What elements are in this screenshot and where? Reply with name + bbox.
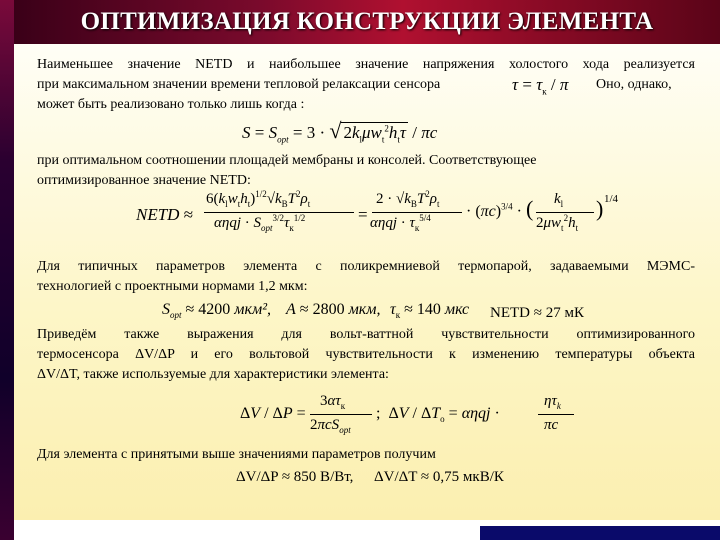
p2-line1: при оптимальном соотношении площадей мембраны и консолей. Соответствующее <box>37 153 537 168</box>
param-s-unit: мкм², <box>234 301 271 318</box>
footer <box>14 520 720 540</box>
param-a-unit: мкм, <box>348 301 381 318</box>
param-s-value: 4200 <box>198 301 231 318</box>
formula-dvdt-den: πc <box>544 417 559 433</box>
param-a: A ≈ 2800 мкм, <box>286 301 381 318</box>
p1-line2a: при максимальном значении времени тепловой релаксации сенсора <box>37 77 441 92</box>
footer-navy-bar <box>480 526 720 540</box>
p1-line3: может быть реализовано только лишь когда : <box>37 97 305 112</box>
p3-line1: Для типичных параметров элемента с поликремниевой термопарой, задаваемыми МЭМС- <box>37 259 695 274</box>
formula-eq: = <box>358 205 368 224</box>
formula-netd-pic: · $(\pi c)^{3/4}$ · <box>466 201 522 220</box>
formula-netd-lhs: NETD ≈ <box>136 205 194 224</box>
formula-dvdp-den: 2πcS$_{opt}$ <box>310 417 351 435</box>
slide-title: ОПТИМИЗАЦИЯ КОНСТРУКЦИИ ЭЛЕМЕНТА <box>80 8 654 35</box>
p2-line2: оптимизированное значение NETD: <box>37 173 251 188</box>
p5-line1: Для элемента с принятыми выше значениями параметров получим <box>37 447 436 462</box>
formula-netd-den3: $2\mu w_t^2h_t$ <box>536 213 579 233</box>
param-tau-unit: мкс <box>444 301 470 318</box>
formula-netd-paren: ( <box>526 196 534 221</box>
title-bar <box>14 0 720 44</box>
left-decor-strip <box>0 0 14 540</box>
formula-dvdp-num: $3\alpha\tau_к$ <box>320 393 346 411</box>
param-s: $S_{opt} \approx 4200$ мкм², <box>162 301 271 321</box>
formula-netd-paren2: ) <box>596 196 604 221</box>
p3-line2: технологией с проектными нормами 1,2 мкм: <box>37 279 308 294</box>
fraction-bar-5 <box>538 414 574 415</box>
param-tau: $\tau_к \approx 140$ мкс <box>390 301 470 321</box>
param-a-value: 2800 <box>312 301 345 318</box>
formula-netd-num3: $k_l$ <box>554 191 564 209</box>
formula-dvdt-num: $\eta\tau_k$ <box>544 393 561 411</box>
formula-dvdt-lhs: ; $\Delta V / \Delta T_о = \alpha\eta qj$ · <box>376 405 500 425</box>
formula-netd-den1: $\alpha\eta qj \cdot S_{opt}^{3/2}\tau_к^{1/2}$ <box>214 213 306 233</box>
formula-netd-num2: $2 \cdot √k_BT^2\rho_t$ <box>376 189 440 209</box>
p4-line1: Приведём также выражения для вольт-ваттной чувствительности оптимизированного <box>37 327 695 342</box>
p1-line2b: Оно, однако, <box>596 77 672 92</box>
param-netd: NETD ≈ 27 мК <box>490 305 584 321</box>
formula-netd-num1: $6(k_lw_th_t)^{1/2}√k_BT^2\rho_t$ <box>206 189 311 209</box>
fraction-bar-4 <box>310 414 372 415</box>
param-tau-value: 140 <box>416 301 441 318</box>
formula-s-opt: $S = S_{opt} = 3$ · √ $2k_l\mu w_t^2h_t\tau$ / πc <box>242 118 438 145</box>
p4-line2: термосенсора ΔV/ΔP и его вольтовой чувствительности к изменению температуры объекта <box>37 347 695 362</box>
formula-dvdp-lhs: ΔV / ΔP = <box>240 405 306 422</box>
fraction-bar-2 <box>372 212 462 213</box>
result-dvdp: ΔV/ΔP ≈ 850 В/Вт, <box>236 469 354 485</box>
result-dvdt: ΔV/ΔT ≈ 0,75 мкВ/К <box>374 469 504 485</box>
formula-tau: $\tau = \tau_к / \pi$ <box>512 75 569 97</box>
p4-line3: ΔV/ΔT, также используемые для характеристики элемента: <box>37 367 389 382</box>
slide-content <box>14 44 720 520</box>
formula-netd-den2: $\alpha\eta qj \cdot \tau_к^{5/4}$ <box>370 213 431 233</box>
p1-line1: Наименьшее значение NETD и наибольшее значение напряжения холостого хода реализуется <box>37 57 695 72</box>
formula-netd-exp: 1/4 <box>604 193 619 205</box>
